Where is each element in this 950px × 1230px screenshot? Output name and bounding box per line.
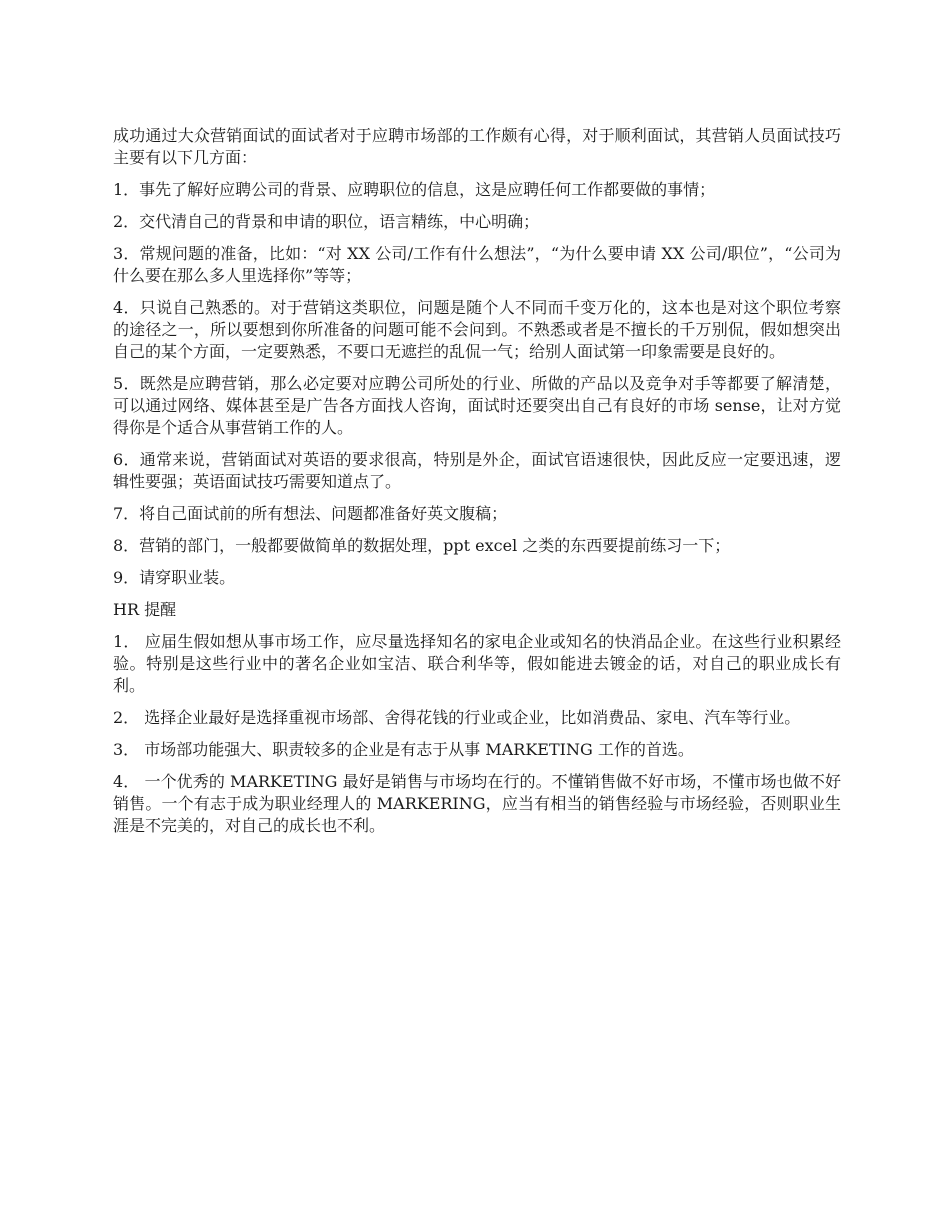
hr-tip-4: 4． 一个优秀的 MARKETING 最好是销售与市场均在行的。不懂销售做不好市场，不懂市场也做不好销售。一个有志于成为职业经理人的 MARKERING，应当有相当的销售经验与市场经验，否则职业生涯是不完美的，对自己的成长也不利。	[113, 772, 841, 835]
tip-4: 4．只说自己熟悉的。对于营销这类职位，问题是随个人不同而千变万化的，这本也是对这个职位考察的途径之一，所以要想到你所准备的问题可能不会问到。不熟悉或者是不擅长的千万别侃，假如想突出自己的某个方面，一定要熟悉，不要口无遮拦的乱侃一气；给别人面试第一印象需要是良好的。	[113, 298, 841, 361]
document-body	[113, 125, 841, 847]
tip-9: 9．请穿职业装。	[113, 568, 236, 587]
tip-6: 6．通常来说，营销面试对英语的要求很高，特别是外企，面试官语速很快，因此反应一定要迅速，逻辑性要强；英语面试技巧需要知道点了。	[113, 450, 841, 491]
tip-3: 3．常规问题的准备，比如：“对 XX 公司/工作有什么想法”，“为什么要申请 XX 公司/职位”，“公司为什么要在那么多人里选择你”等等；	[113, 244, 841, 285]
hr-tip-1: 1． 应届生假如想从事市场工作，应尽量选择知名的家电企业或知名的快消品企业。在这些行业积累经验。特别是这些行业中的著名企业如宝洁、联合利华等，假如能进去镀金的话，对自己的职业成长有利。	[113, 632, 841, 695]
tip-8: 8．营销的部门，一般都要做简单的数据处理，ppt excel 之类的东西要提前练习一下；	[113, 536, 731, 555]
tip-2: 2．交代清自己的背景和申请的职位，语言精练，中心明确；	[113, 212, 540, 231]
hr-heading: HR 提醒	[113, 600, 177, 619]
tip-5: 5．既然是应聘营销，那么必定要对应聘公司所处的行业、所做的产品以及竞争对手等都要了解清楚，可以通过网络、媒体甚至是广告各方面找人咨询，面试时还要突出自己有良好的市场 sense，让对方觉得你是个适合从事营销工作的人。	[113, 374, 841, 437]
tip-1: 1．事先了解好应聘公司的背景、应聘职位的信息，这是应聘任何工作都要做的事情；	[113, 180, 716, 199]
intro-paragraph: 成功通过大众营销面试的面试者对于应聘市场部的工作颇有心得，对于顺利面试，其营销人员面试技巧主要有以下几方面：	[113, 126, 841, 167]
hr-tip-2: 2． 选择企业最好是选择重视市场部、舍得花钱的行业或企业，比如消费品、家电、汽车等行业。	[113, 708, 801, 727]
tip-7: 7．将自己面试前的所有想法、问题都准备好英文腹稿；	[113, 504, 508, 523]
hr-tip-3: 3． 市场部功能强大、职责较多的企业是有志于从事 MARKETING 工作的首选。	[113, 740, 694, 759]
